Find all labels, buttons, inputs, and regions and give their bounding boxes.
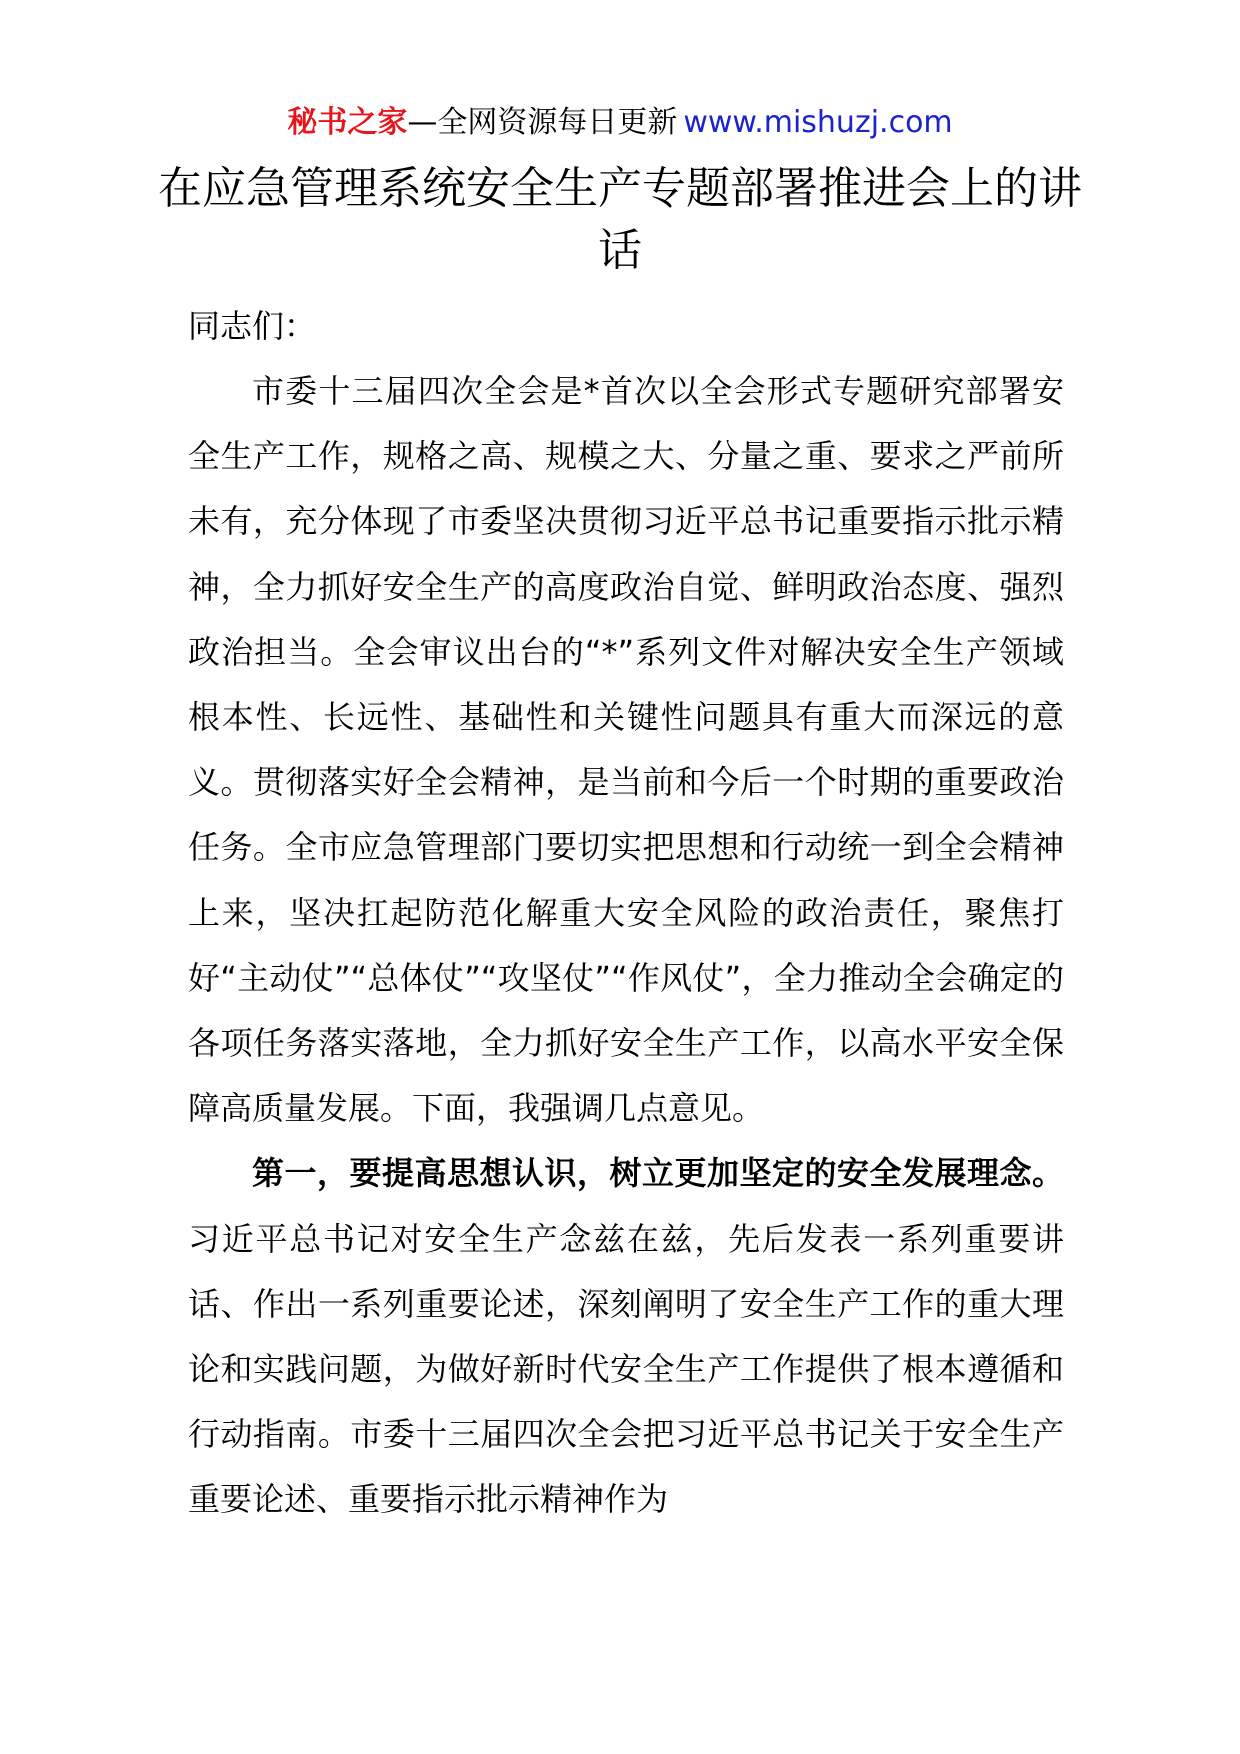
paragraph: 市委十三届四次全会是*首次以全会形式专题研究部署安全生产工作，规格之高、规模之大、分量之重、要求之严前所未有，充分体现了市委坚决贯彻习近平总书记重要指示批示精神，全力抓好安全生产的高度政治自觉、鲜明政治态度、强烈政治担当。全会审议出台的“*”系列文件对解决安全生产领域根本性、长远性、基础性和关键性问题具有重大而深远的意义。贯彻落实好全会精神，是当前和今后一个时期的重要政治任务。全市应急管理部门要切实把思想和行动统一到全会精神上来，坚决扛起防范化解重大安全风险的政治责任，聚焦打好“主动仗”“总体仗”“攻坚仗”“作风仗”，全力推动全会确定的各项任务落实落地，全力抓好安全生产工作，以高水平安全保障高质量发展。下面，我强调几点意见。 [188, 372, 1064, 1128]
site-url: www.mishuzj.com [683, 105, 953, 140]
brand-name: 秘书之家 [287, 105, 408, 140]
site-banner [0, 100, 1240, 146]
document-body [188, 294, 1064, 1533]
salutation: 同志们： [188, 307, 317, 345]
paragraph-lead: 第一，要提高思想认识，树立更加坚定的安全发展理念。 [252, 1154, 1064, 1193]
document-title: 在应急管理系统安全生产专题部署推进会上的讲话 [158, 163, 1082, 276]
paragraph-body: 习近平总书记对安全生产念兹在兹，先后发表一系列重要讲话、作出一系列重要论述，深刻阐明了安全生产工作的重大理论和实践问题，为做好新时代安全生产工作提供了根本遵循和行动指南。市委十三届四次全会把习近平总书记关于安全生产重要论述、重要指示批示精神作为 [188, 1219, 1064, 1519]
paragraph [188, 1141, 1064, 1532]
banner-tagline: —全网资源每日更新 [407, 105, 678, 140]
